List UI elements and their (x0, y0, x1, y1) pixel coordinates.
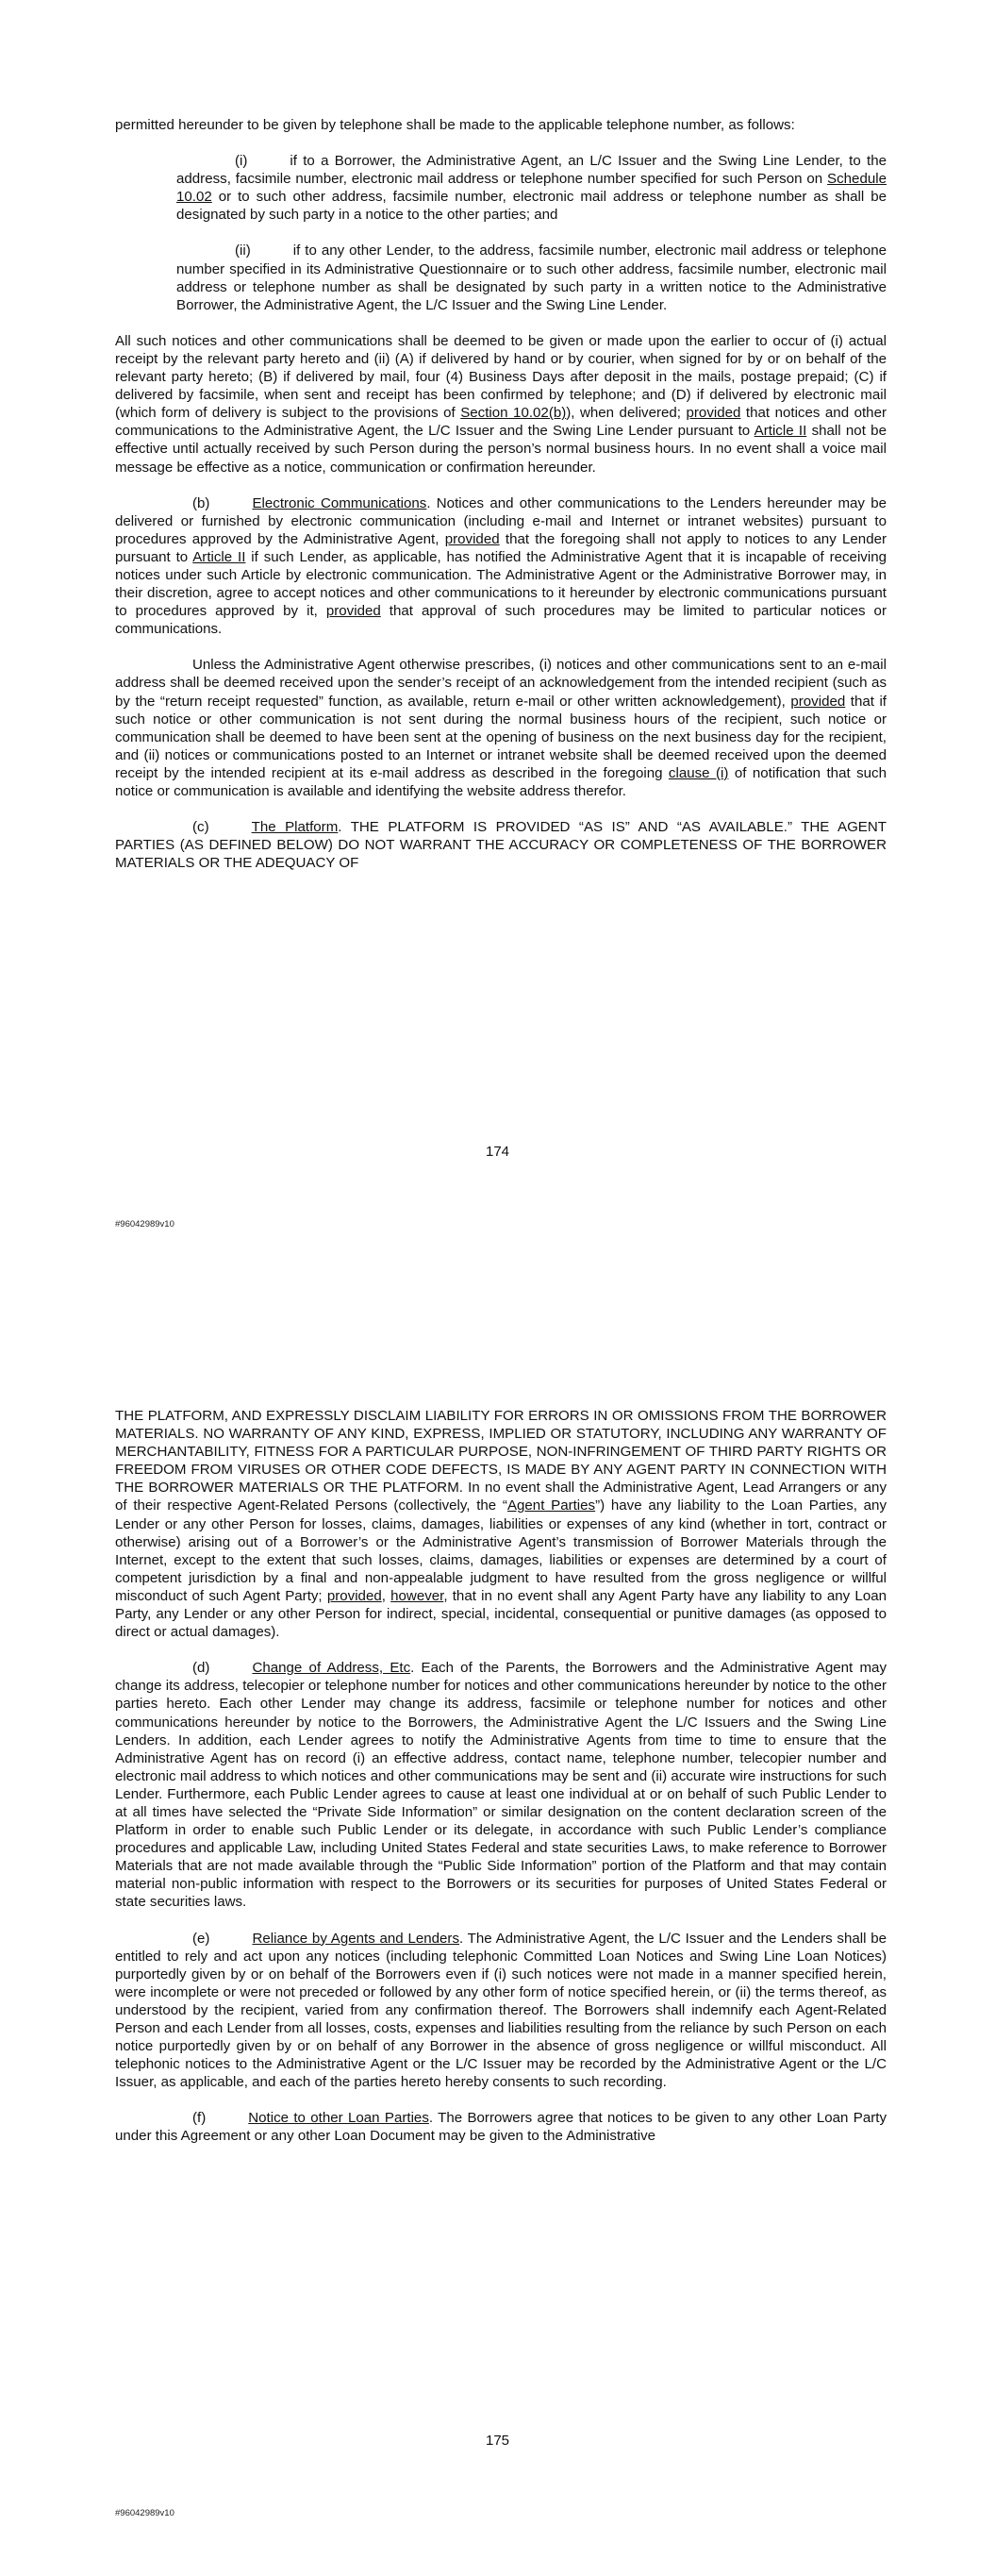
provided-term: provided (790, 693, 846, 710)
clause-ii-number: (ii) (235, 243, 251, 259)
article-ii-ref: Article II (192, 548, 246, 565)
section-f-heading: Notice to other Loan Parties (248, 2110, 429, 2127)
section-d-heading: Change of Address, Etc (252, 1660, 411, 1677)
provided-term: provided (686, 405, 741, 422)
section-d-text: . Each of the Parents, the Borrowers and the Administrative Agent may change its address, telecopier or telephone number for notices and other communications hereunder by notice to the other parties hereto. Each other Lender may change its address, facsimile or telephone number for notices and other communications hereunder by notice to the Borrowers, the Administrative Agent the L/C Issuers and the Swing Line Lenders. In addition, each Lender agrees to notify the Administrative Agents from time to time to ensure that the Administrative Agent has on record (i) an effective address, contact name, telephone number, telecopier number and electronic mail address to which notices and other communications may be sent and (ii) accurate wire instructions for such Lender. Furthermore, each Public Lender agrees to cause at least one individual at or on behalf of such Public Lender to at all times have selected the “Private Side Information” or similar designation on the content declaration screen of the Platform in order to enable such Public Lender or its delegate, in accordance with such Public Lender’s compliance procedures and applicable Law, including United States Federal and state securities Laws, to make reference to Borrower Materials that are not made available through the “Public Side Information” portion of the Platform and that may contain material non-public information with respect to the Borrowers or its securities for purposes of United States Federal or state securities laws. (115, 1660, 887, 1911)
deemed-text-4: shall not be effective until actually received by such Person during the person’s normal business hours. In no event shall a voice mail message be effective as a notice, communication or confirmation hereunder. (115, 423, 887, 476)
provided-term: provided (325, 603, 381, 620)
document-id: #96042989v10 (115, 2508, 174, 2518)
page-175 (0, 1288, 995, 2576)
section-b-text-2: that the foregoing shall not apply to notices to any Lender pursuant to (115, 530, 887, 565)
clause-i-text-1: if to a Borrower, the Administrative Agent, an L/C Issuer and the Swing Line Lender, to the address, facsimile number, electronic mail address or telephone number specified for such Person on (176, 153, 887, 188)
page-number: 174 (485, 1144, 510, 1160)
clause-i-number: (i) (235, 153, 248, 170)
section-e-heading: Reliance by Agents and Lenders (252, 1930, 459, 1947)
section-c-text: . THE PLATFORM IS PROVIDED “AS IS” AND “AS AVAILABLE.” THE AGENT PARTIES (AS DEFINED BELOW) DO NOT WARRANT THE ACCURACY OR COMPLETENESS OF THE BORROWER MATERIALS OR THE ADEQUACY OF (115, 819, 887, 872)
section-f (115, 2109, 887, 2145)
deemed-text-2: ), when delivered; (566, 405, 687, 422)
section-f-text: . The Borrowers agree that notices to be given to any other Loan Party under this Agreement or any other Loan Document may be given to the Administrative (115, 2110, 887, 2145)
provided-term: provided (326, 1587, 382, 1604)
section-e-number: (e) (192, 1930, 210, 1947)
platform-text-1: THE PLATFORM, AND EXPRESSLY DISCLAIM LIABILITY FOR ERRORS IN OR OMISSIONS FROM THE BORROWER MATERIALS. NO WARRANTY OF ANY KIND, EXPRESS, IMPLIED OR STATUTORY, INCLUDING ANY WARRANTY OF MERCHANTABILITY, FITNESS FOR A PARTICULAR PURPOSE, NON-INFRINGEMENT OF THIRD PARTY RIGHTS OR FREEDOM FROM VIRUSES OR OTHER CODE DEFECTS, IS MADE BY ANY AGENT PARTY IN CONNECTION WITH THE BORROWER MATERIALS OR THE PLATFORM. In no event shall the Administrative Agent, Lead Arrangers or any of their respective Agent-Related Persons (collectively, the “ (115, 1408, 887, 1514)
section-e-text: . The Administrative Agent, the L/C Issuer and the Lenders shall be entitled to rely and act upon any notices (including telephonic Committed Loan Notices and Swing Line Loan Notices) purportedly given by or on behalf of the Borrowers even if (i) such notices were not made in a manner specified herein, were incomplete or were not preceded or followed by any other form of notice specified herein, or (ii) the terms thereof, as understood by the recipient, varied from any confirmation thereof. The Borrowers shall indemnify each Agent-Related Person and each Lender from all losses, costs, expenses and liabilities resulting from the reliance by such Person on each notice purportedly given by or on behalf of any Borrower in the absence of gross negligence or willful misconduct. All telephonic notices to the Administrative Agent or the L/C Issuer may be recorded by the Administrative Agent or the L/C Issuer, as applicable, and each of the parties hereto hereby consents to such recording. (115, 1930, 887, 2091)
platform-text-3: , (381, 1587, 391, 1604)
section-c-number: (c) (192, 819, 209, 836)
platform-text-4: , that in no event shall any Agent Party have any liability to any Loan Party, any Lender or any other Person for indirect, special, incidental, consequential or punitive damages (as opposed to direct or actual damages). (115, 1587, 887, 1641)
clause-ii (176, 242, 887, 313)
unless-text-1: Unless the Administrative Agent otherwise prescribes, (i) notices and other communications sent to an e-mail address shall be deemed received upon the sender’s receipt of an acknowledgement from the intended recipient (such as by the “return receipt requested” function, as available, return e-mail or other written acknowledgement), (115, 657, 887, 710)
however-term: however (390, 1587, 444, 1604)
section-b-text-3: if such Lender, as applicable, has notified the Administrative Agent that it is incapable of receiving notices under such Article by electronic communication. The Administrative Agent or the Administrative Borrower may, in their discretion, agree to accept notices and other communications to it hereunder by electronic communications pursuant to procedures approved by it, (115, 548, 887, 620)
unless-text-3: of notification that such notice or communication is available and identifying the website address therefor. (115, 764, 887, 799)
section-c (115, 818, 887, 872)
section-b-text-1: . Notices and other communications to the Lenders hereunder may be delivered or furnished by electronic communication (including e-mail and Internet or intranet websites) pursuant to procedures approved by the Administrative Agent, (115, 494, 887, 547)
page-number: 175 (485, 2433, 510, 2449)
clause-i-ref: clause (i) (668, 764, 729, 781)
agent-parties-term: Agent Parties (506, 1497, 596, 1514)
section-c-heading: The Platform (251, 819, 339, 836)
intro-paragraph: permitted hereunder to be given by telephone shall be made to the applicable telephone number, as follows: (115, 117, 795, 133)
section-d (115, 1659, 887, 1911)
deemed-text-3: that notices and other communications to the Administrative Agent, the L/C Issuer and the Swing Line Lender pursuant to (115, 405, 887, 440)
section-f-number: (f) (192, 2110, 207, 2127)
provided-term: provided (444, 530, 500, 547)
unless-paragraph (115, 656, 887, 800)
section-b-heading: Electronic Communications (252, 494, 427, 511)
page-175-body (115, 1407, 887, 2146)
clause-i-text-2: or to such other address, facsimile number, electronic mail address or telephone number as shall be designated by such party in a notice to the other parties; and (176, 189, 887, 224)
document-id: #96042989v10 (115, 1219, 174, 1229)
section-e (115, 1930, 887, 2092)
platform-text-2: ”) have any liability to the Loan Parties, any Lender or any other Person for losses, claims, damages, liabilities or expenses of any kind (whether in tort, contract or otherwise) arising out of a Borrower’s or the Administrative Agent’s transmission of Borrower Materials through the Internet, except to the extent that such losses, claims, damages, liabilities or expenses are determined by a court of competent jurisdiction by a final and non-appealable judgment to have resulted from the gross negligence or willful misconduct of such Agent Party; (115, 1497, 887, 1604)
section-b-number: (b) (192, 494, 210, 511)
section-b-text-4: that approval of such procedures may be limited to particular notices or communications. (115, 603, 887, 638)
clause-ii-text: if to any other Lender, to the address, facsimile number, electronic mail address or telephone number specified in its Administrative Questionnaire or to such other address, facsimile number, electronic mail address or telephone number as shall be designated by such party in a written notice to the Administrative Borrower, the Administrative Agent, the L/C Issuer and the Swing Line Lender. (176, 243, 887, 313)
deemed-text-1: All such notices and other communications shall be deemed to be given or made upon the earlier to occur of (i) actual receipt by the relevant party hereto and (ii) (A) if delivered by hand or by courier, when signed for by or on behalf of the relevant party hereto; (B) if delivered by mail, four (4) Business Days after deposit in the mails, postage prepaid; (C) if delivered by facsimile, when sent and receipt has been confirmed by telephone; and (D) if delivered by electronic mail (which form of delivery is subject to the provisions of (115, 332, 887, 422)
section-10-02-b-ref: Section 10.02(b) (460, 405, 567, 422)
deemed-given-paragraph (115, 332, 887, 477)
clause-i (176, 152, 887, 224)
article-ii-ref: Article II (754, 423, 807, 440)
schedule-10-02-ref: Schedule 10.02 (176, 171, 887, 206)
page-174-body (115, 116, 887, 872)
section-b (115, 494, 887, 639)
platform-continued-paragraph (115, 1407, 887, 1641)
unless-text-2: that if such notice or other communication is not sent during the normal business hours of the recipient, such notice or communication shall be deemed to have been sent at the opening of business on the next business day for the recipient, and (ii) notices or communications posted to an Internet or intranet website shall be deemed received upon the deemed receipt by the intended recipient at its e-mail address as described in the foregoing (115, 693, 887, 781)
section-d-number: (d) (192, 1660, 210, 1677)
